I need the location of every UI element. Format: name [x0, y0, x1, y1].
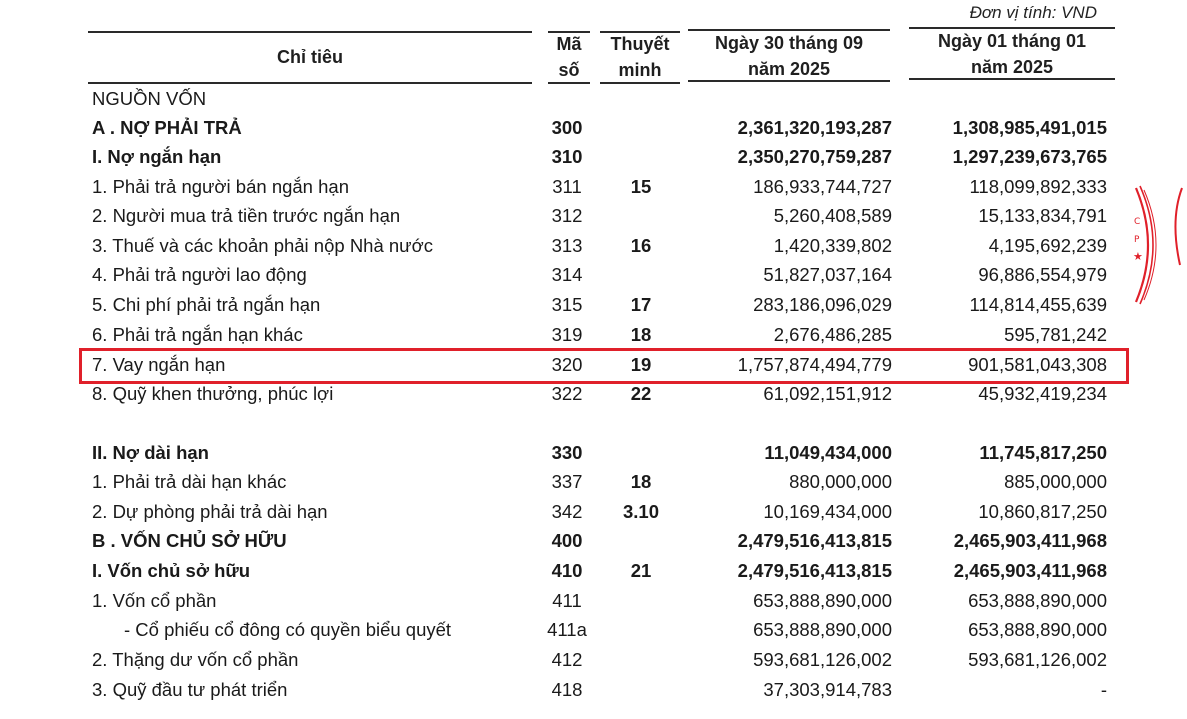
row-note: 22 [630, 383, 652, 404]
row-value-period2: 11,745,817,250 [979, 442, 1107, 463]
row-value-period2: 1,297,239,673,765 [952, 146, 1107, 167]
row-value-period1: 283,186,096,029 [753, 294, 892, 315]
row-label: 2. Người mua trả tiền trước ngắn hạn [92, 205, 401, 226]
row-value-period1: 2,361,320,193,287 [737, 117, 892, 138]
row-value-period2: 1,308,985,491,015 [952, 117, 1107, 138]
row-value-period2: 96,886,554,979 [978, 264, 1107, 285]
row-label: 3. Thuế và các khoản phải nộp Nhà nước [92, 235, 433, 256]
row-note: 16 [630, 235, 652, 256]
row-note: 15 [630, 176, 652, 197]
row-value-period1: 51,827,037,164 [763, 264, 892, 285]
row-value-period2: 10,860,817,250 [978, 501, 1107, 522]
row-value-period1: 2,676,486,285 [773, 324, 892, 345]
table-row-311 [0, 172, 1187, 201]
row-label: 6. Phải trả ngắn hạn khác [92, 324, 303, 345]
row-code: 418 [551, 679, 583, 700]
table-row-319 [0, 320, 1187, 349]
row-label: 3. Quỹ đầu tư phát triển [92, 679, 288, 700]
row-code: 412 [551, 649, 583, 670]
row-note: 19 [630, 354, 652, 375]
row-label: II. Nợ dài hạn [92, 442, 209, 463]
header-top-rule-indicator [88, 31, 532, 33]
row-label: 5. Chi phí phải trả ngắn hạn [92, 294, 321, 315]
table-row-320-highlighted [0, 350, 1187, 379]
row-value-period1: 2,350,270,759,287 [737, 146, 892, 167]
row-code: 410 [551, 560, 583, 581]
unit-label: Đơn vị tính: VND [969, 3, 1097, 22]
company-stamp-icon [1130, 180, 1187, 310]
header-period2-line1: Ngày 01 tháng 01 [937, 31, 1087, 51]
row-value-period1: 653,888,890,000 [753, 619, 892, 640]
row-value-period1: 593,681,126,002 [753, 649, 892, 670]
header-code-line1: Mã [556, 34, 582, 54]
row-code: 315 [551, 294, 583, 315]
row-value-period2: - [1100, 679, 1107, 700]
row-code: 312 [551, 205, 583, 226]
row-label: - Cổ phiếu cổ đông có quyền biểu quyết [124, 619, 452, 640]
table-row-411 [0, 586, 1187, 615]
svg-text:★: ★ [1133, 250, 1143, 263]
table-row-412 [0, 645, 1187, 674]
table-row-nguon-von [0, 84, 1187, 113]
row-label: I. Vốn chủ sở hữu [92, 560, 251, 581]
header-note-line1: Thuyết [610, 34, 670, 54]
row-label: 1. Phải trả người bán ngắn hạn [92, 176, 349, 197]
row-code: 311 [552, 176, 582, 197]
header-note [596, 31, 684, 83]
row-value-period1: 186,933,744,727 [753, 176, 892, 197]
row-note: 3.10 [622, 501, 659, 522]
row-label: 2. Dự phòng phải trả dài hạn [92, 501, 328, 522]
row-label: 8. Quỹ khen thưởng, phúc lợi [92, 383, 334, 404]
row-value-period2: 118,099,892,333 [969, 176, 1107, 197]
row-code: 330 [551, 442, 583, 463]
header-period2-line2: năm 2025 [970, 57, 1054, 77]
row-value-period2: 653,888,890,000 [968, 590, 1107, 611]
header-period1-line2: năm 2025 [747, 59, 831, 79]
table-row-337 [0, 467, 1187, 496]
row-code: 314 [551, 264, 583, 285]
row-value-period2: 15,133,834,791 [978, 205, 1107, 226]
row-value-period2: 2,465,903,411,968 [953, 530, 1107, 551]
row-value-period1: 5,260,408,589 [773, 205, 892, 226]
row-label: 1. Vốn cổ phần [92, 590, 217, 611]
table-row-418 [0, 675, 1187, 704]
table-row-312 [0, 201, 1187, 230]
row-label: I. Nợ ngắn hạn [92, 146, 222, 167]
table-row-300 [0, 113, 1187, 142]
table-row-410 [0, 556, 1187, 585]
row-label: 1. Phải trả dài hạn khác [92, 471, 287, 492]
row-code: 337 [551, 471, 583, 492]
row-label: B . VỐN CHỦ SỞ HỮU [92, 530, 287, 551]
row-label: A . NỢ PHẢI TRẢ [92, 117, 242, 138]
table-row-342 [0, 497, 1187, 526]
row-value-period1: 1,420,339,802 [773, 235, 892, 256]
row-label: 4. Phải trả người lao động [92, 264, 307, 285]
row-note: 17 [630, 294, 652, 315]
row-code: 411 [552, 590, 582, 611]
row-code: 300 [551, 117, 583, 138]
row-value-period2: 593,681,126,002 [968, 649, 1107, 670]
header-note-line2: minh [618, 60, 662, 80]
table-row-314 [0, 260, 1187, 289]
row-note: 21 [630, 560, 652, 581]
row-code: 342 [551, 501, 583, 522]
svg-text:P: P [1134, 235, 1140, 245]
row-value-period2: 114,814,455,639 [969, 294, 1107, 315]
header-code-line2: số [558, 60, 580, 80]
row-label: 7. Vay ngắn hạn [92, 354, 226, 375]
row-value-period1: 880,000,000 [789, 471, 892, 492]
row-value-period1: 1,757,874,494,779 [737, 354, 892, 375]
row-code: 313 [551, 235, 583, 256]
row-value-period2: 653,888,890,000 [968, 619, 1107, 640]
table-row-330 [0, 438, 1187, 467]
row-note: 18 [630, 471, 652, 492]
row-code: 320 [551, 354, 583, 375]
row-code: 400 [551, 530, 583, 551]
row-label: NGUỒN VỐN [92, 88, 207, 109]
row-code: 411a [547, 619, 587, 640]
row-value-period2: 45,932,419,234 [978, 383, 1107, 404]
row-value-period2: 2,465,903,411,968 [953, 560, 1107, 581]
table-row-313 [0, 231, 1187, 260]
row-code: 322 [551, 383, 583, 404]
row-value-period1: 2,479,516,413,815 [737, 530, 892, 551]
row-value-period2: 901,581,043,308 [968, 354, 1107, 375]
svg-text:C: C [1134, 217, 1141, 227]
table-row-315 [0, 290, 1187, 319]
row-value-period2: 4,195,692,239 [988, 235, 1107, 256]
row-code: 319 [551, 324, 583, 345]
header-period1-line1: Ngày 30 tháng 09 [714, 33, 864, 53]
table-row-310 [0, 142, 1187, 171]
header-period2 [909, 28, 1115, 80]
header-code [540, 31, 598, 83]
header-period1 [688, 30, 890, 82]
table-row-411a [0, 615, 1187, 644]
row-value-period2: 885,000,000 [1004, 471, 1107, 492]
row-value-period1: 37,303,914,783 [763, 679, 892, 700]
row-value-period1: 10,169,434,000 [763, 501, 892, 522]
row-label: 2. Thặng dư vốn cổ phần [92, 649, 299, 670]
row-value-period1: 61,092,151,912 [763, 383, 892, 404]
table-row-400 [0, 526, 1187, 555]
row-value-period2: 595,781,242 [1004, 324, 1107, 345]
row-value-period1: 653,888,890,000 [753, 590, 892, 611]
row-note: 18 [630, 324, 652, 345]
row-code: 310 [551, 146, 583, 167]
header-indicator: Chỉ tiêu [277, 47, 343, 67]
table-row-322 [0, 379, 1187, 408]
row-value-period1: 11,049,434,000 [764, 442, 892, 463]
row-value-period1: 2,479,516,413,815 [737, 560, 892, 581]
